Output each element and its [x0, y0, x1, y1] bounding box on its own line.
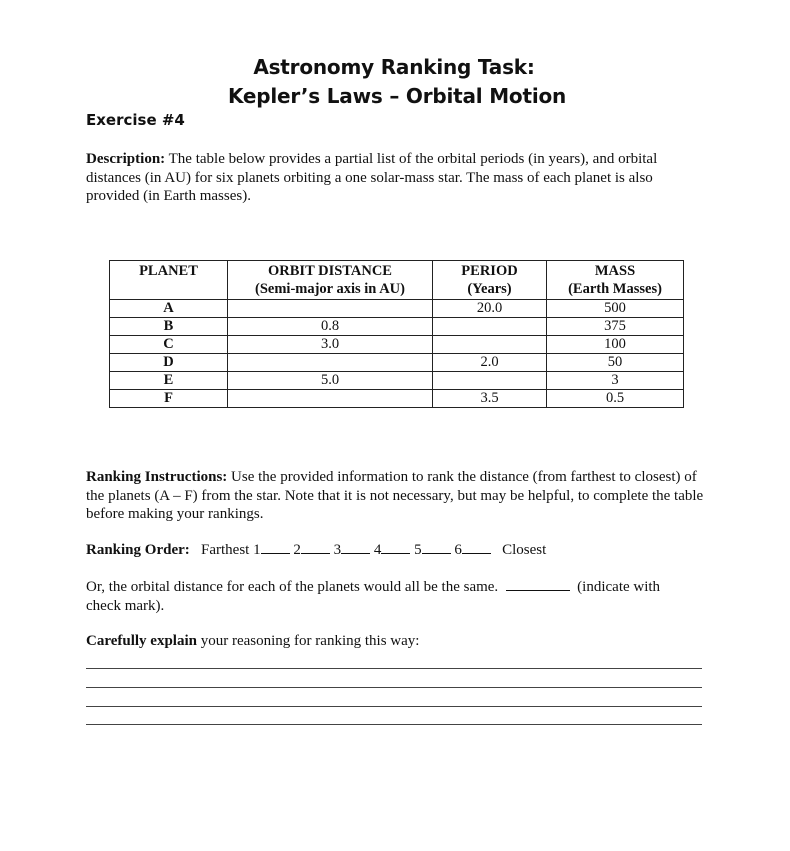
planet-table	[109, 260, 684, 408]
planet-cell: D	[110, 354, 228, 372]
distance-cell[interactable]	[228, 390, 433, 408]
answer-line[interactable]	[86, 706, 702, 707]
period-cell[interactable]	[433, 336, 547, 354]
header-orbit-distance-line1: ORBIT DISTANCE	[268, 263, 392, 279]
distance-cell[interactable]: 5.0	[228, 372, 433, 390]
exercise-label: Exercise #4	[86, 111, 185, 129]
period-cell[interactable]	[433, 318, 547, 336]
rank-slot-blank[interactable]	[381, 541, 410, 554]
explain-text: your reasoning for ranking this way:	[196, 633, 420, 649]
planet-cell: C	[110, 336, 228, 354]
same-distance-text: Or, the orbital distance for each of the planets would all be the same.	[86, 579, 499, 595]
farthest-label: Farthest	[201, 542, 250, 558]
mass-cell: 50	[547, 354, 684, 372]
rank-slot-blank[interactable]	[341, 541, 370, 554]
description-text: The table below provides a partial list of the orbital periods (in years), and orbital distances (in AU) for six planets orbiting a one solar-mass star. The mass of each planet is also provided (in Earth masses).	[86, 151, 658, 204]
rank-slot-number: 2	[293, 542, 301, 558]
table-row	[110, 318, 684, 336]
description-label: Description:	[86, 151, 166, 167]
same-distance-checkmark-blank[interactable]	[506, 578, 570, 591]
mass-cell: 375	[547, 318, 684, 336]
ranking-order-line	[86, 541, 546, 559]
mass-cell: 500	[547, 300, 684, 318]
answer-line[interactable]	[86, 724, 702, 725]
same-distance-hint-2: check mark).	[86, 597, 165, 614]
header-period-line1: PERIOD	[461, 263, 518, 279]
table-row	[110, 300, 684, 318]
ranking-instructions-label: Ranking Instructions:	[86, 469, 228, 485]
rank-slot-number: 3	[333, 542, 342, 558]
mass-cell: 3	[547, 372, 684, 390]
header-mass-line1: MASS	[594, 263, 636, 279]
planet-cell: A	[110, 300, 228, 318]
rank-slot-blank[interactable]	[301, 541, 330, 554]
title-line-2: Kepler’s Laws – Orbital Motion	[227, 84, 567, 108]
planet-cell: F	[110, 390, 228, 408]
header-orbit-distance-line2: (Semi-major axis in AU)	[255, 281, 405, 297]
explain-label: Carefully explain	[86, 633, 197, 649]
period-cell[interactable]	[433, 372, 547, 390]
ranking-instructions-text: Use the provided information to rank the distance (from farthest to closest) of the planets (A – F) from the star. Note that it is not necessary, but may be helpful, to complete the table before making your rankings.	[86, 469, 704, 522]
mass-cell: 100	[547, 336, 684, 354]
header-orbit-distance	[228, 261, 433, 300]
ranking-order-label: Ranking Order:	[86, 542, 190, 558]
rank-slot-blank[interactable]	[462, 541, 491, 554]
header-period	[433, 261, 547, 300]
planet-cell: E	[110, 372, 228, 390]
distance-cell[interactable]: 0.8	[228, 318, 433, 336]
table-row	[110, 390, 684, 408]
distance-cell[interactable]: 3.0	[228, 336, 433, 354]
distance-cell[interactable]	[228, 300, 433, 318]
rank-slot-blank[interactable]	[261, 541, 290, 554]
distance-cell[interactable]	[228, 354, 433, 372]
table-header-row	[110, 261, 684, 300]
rank-slot-number: 1	[253, 542, 261, 558]
table-row	[110, 372, 684, 390]
header-mass	[547, 261, 684, 300]
same-distance-hint-1: (indicate with	[577, 579, 661, 595]
rank-slot-number: 5	[414, 542, 422, 558]
ranking-instructions	[86, 468, 706, 524]
rank-slot-blank[interactable]	[422, 541, 451, 554]
description-paragraph	[86, 150, 706, 206]
table-row	[110, 336, 684, 354]
same-distance-option	[86, 578, 706, 615]
table-row	[110, 354, 684, 372]
period-cell[interactable]: 20.0	[433, 300, 547, 318]
explain-prompt	[86, 633, 419, 650]
answer-line[interactable]	[86, 668, 702, 669]
closest-label: Closest	[502, 542, 547, 558]
mass-cell: 0.5	[547, 390, 684, 408]
answer-line[interactable]	[86, 687, 702, 688]
rank-slot-number: 4	[373, 542, 382, 558]
planet-cell: B	[110, 318, 228, 336]
period-cell[interactable]: 3.5	[433, 390, 547, 408]
header-planet-label: PLANET	[139, 263, 198, 279]
header-planet	[110, 261, 228, 300]
header-period-line2: (Years)	[467, 281, 512, 297]
header-mass-line2: (Earth Masses)	[568, 281, 662, 297]
period-cell[interactable]: 2.0	[433, 354, 547, 372]
rank-slot-number: 6	[454, 542, 462, 558]
title-line-1: Astronomy Ranking Task:	[253, 55, 535, 79]
